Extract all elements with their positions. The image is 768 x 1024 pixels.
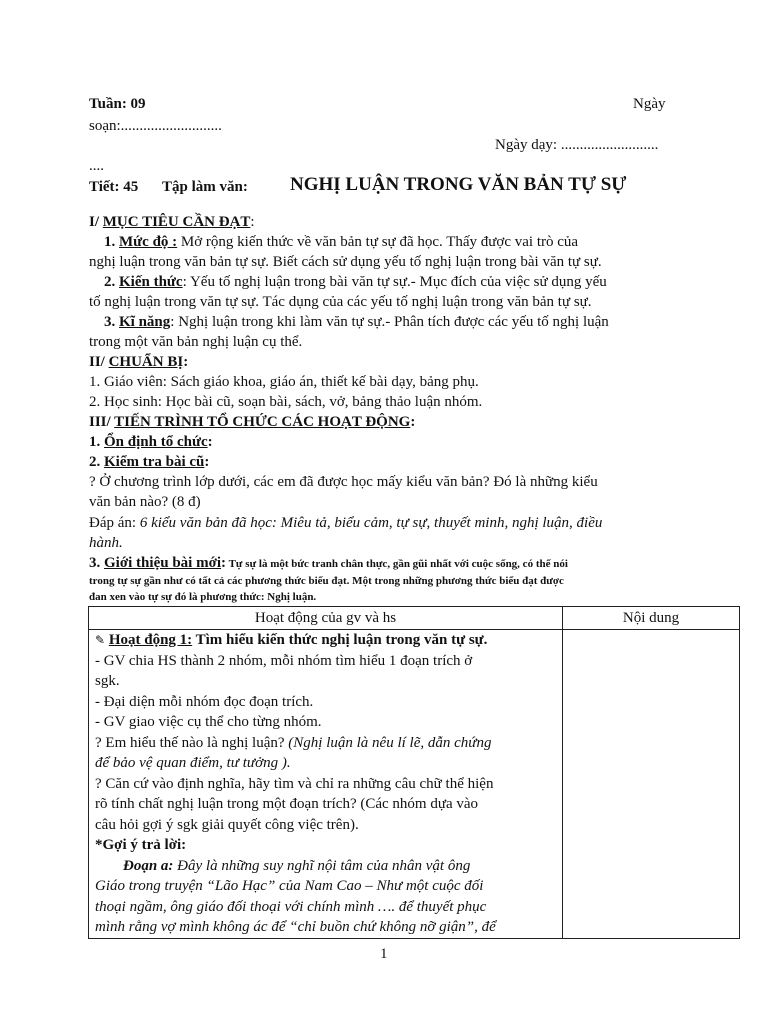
list-item: ? Căn cứ vào định nghĩa, hãy tìm và chỉ ra những câu chữ thể hiện — [95, 775, 494, 792]
page-title: NGHỊ LUẬN TRONG VĂN BẢN TỰ SỰ — [290, 174, 627, 195]
page-number: 1 — [380, 946, 388, 962]
prep-teacher: 1. Giáo viên: Sách giáo khoa, giáo án, thiết kế bài dạy, bảng phụ. — [89, 374, 479, 390]
pencil-icon: ✎ — [95, 633, 106, 647]
prep-student: 2. Học sinh: Học bài cũ, soạn bài, sách, vở, bảng thảo luận nhóm. — [89, 394, 483, 410]
list-item: ? Em hiểu thế nào là nghị luận? (Nghị luận là nêu lí lẽ, dẫn chứng — [95, 734, 492, 751]
answer-line-2: hành. — [89, 535, 123, 551]
lesson-number: Tiết: 45 — [89, 179, 139, 195]
section-1-heading: I/ MỤC TIÊU CẦN ĐẠT: — [89, 214, 255, 230]
teach-date: Ngày dạy: .......................... — [495, 137, 659, 153]
objective-knowledge-line-2: tố nghị luận trong văn tự sự. Tác dụng của các yếu tố nghị luận trong văn bản tự sự. — [89, 294, 592, 310]
step-organize: 1. Ổn định tổ chức: — [89, 434, 213, 450]
prep-date: soạn:........................... — [89, 118, 222, 134]
subject-label: Tập làm văn: — [162, 179, 248, 195]
list-item: - Đại diện mỗi nhóm đọc đoạn trích. — [95, 693, 314, 710]
activities-cell — [89, 630, 563, 939]
excerpt-a-line-4: mình rằng vợ mình không ác để “chỉ buồn chứ không nỡ giận”, để — [95, 919, 496, 935]
step-review: 2. Kiểm tra bài cũ: — [89, 454, 210, 470]
list-item: - GV chia HS thành 2 nhóm, mỗi nhóm tìm hiểu 1 đoạn trích ở — [95, 652, 473, 669]
excerpt-a-line-2: Giáo trong truyện “Lão Hạc” của Nam Cao – Như một cuộc đối — [95, 878, 484, 894]
objective-level-line-2: nghị luận trong văn bản tự sự. Biết cách sử dụng yếu tố nghị luận trong bài văn tự sự. — [89, 254, 602, 270]
date-label: Ngày — [633, 96, 666, 112]
excerpt-a-line-3: thoại ngầm, ông giáo đối thoại với chính mình …. để thuyết phục — [95, 898, 487, 915]
column-header-activities: Hoạt động của gv và hs — [89, 607, 563, 630]
objective-level-line-1: 1. Mức độ : Mở rộng kiến thức về văn bản tự sự đã học. Thấy được vai trò của — [104, 234, 579, 250]
list-item: rõ tính chất nghị luận trong một đoạn trích? (Các nhóm dựa vào — [95, 796, 479, 812]
answer-line-1: Đáp án: 6 kiểu văn bản đã học: Miêu tả, biểu cảm, tự sự, thuyết minh, nghị luận, điều — [89, 515, 603, 531]
section-3-heading: III/ TIẾN TRÌNH TỔ CHỨC CÁC HOẠT ĐỘNG: — [89, 414, 416, 430]
list-item: câu hỏi gợi ý sgk giải quyết công việc trên). — [95, 816, 359, 833]
list-item: để bảo vệ quan điểm, tư tưởng ). — [95, 755, 291, 771]
activity-1-heading: ✎ Hoạt động 1: Tìm hiểu kiến thức nghị luận trong văn tự sự. — [95, 632, 488, 648]
objective-skill-line-2: trong một văn bản nghị luận cụ thể. — [89, 334, 303, 350]
objective-skill-line-1: 3. Kĩ năng: Nghị luận trong khi làm văn tự sự.- Phân tích được các yếu tố nghị luận — [104, 314, 609, 330]
excerpt-a-line-1: Đoạn a: Đây là những suy nghĩ nội tâm của nhân vật ông — [123, 857, 471, 874]
intro-line-1: 3. Giới thiệu bài mới: Tự sự là một bức tranh chân thực, gần gũi nhất với cuộc sống, có thể nói — [89, 555, 568, 571]
week-label: Tuần: 09 — [89, 96, 146, 112]
section-2-heading: II/ CHUẨN BỊ: — [89, 354, 189, 370]
column-header-content: Nội dung — [563, 607, 740, 630]
content-cell — [563, 630, 740, 939]
intro-line-3: đan xen vào tự sự đó là phương thức: Nghị luận. — [89, 591, 317, 603]
answer-hint-heading: *Gợi ý trả lời: — [95, 837, 187, 853]
review-question-line-1: ? Ở chương trình lớp dưới, các em đã được học mấy kiểu văn bản? Đó là những kiểu — [89, 474, 598, 490]
review-question-line-2: văn bản nào? (8 đ) — [89, 494, 201, 510]
intro-line-2: trong tự sự gần như có tất cả các phương thức biểu đạt. Một trong những phương thức biểu đạt được — [89, 575, 564, 587]
table-header-row — [89, 607, 740, 630]
activity-table — [88, 606, 740, 939]
list-item: sgk. — [95, 673, 120, 689]
objective-knowledge-line-1: 2. Kiến thức: Yếu tố nghị luận trong bài văn tự sự.- Mục đích của việc sử dụng yếu — [104, 274, 607, 290]
table-row — [89, 630, 740, 939]
list-item: - GV giao việc cụ thể cho từng nhóm. — [95, 714, 322, 730]
dots-continuation: .... — [89, 158, 104, 174]
